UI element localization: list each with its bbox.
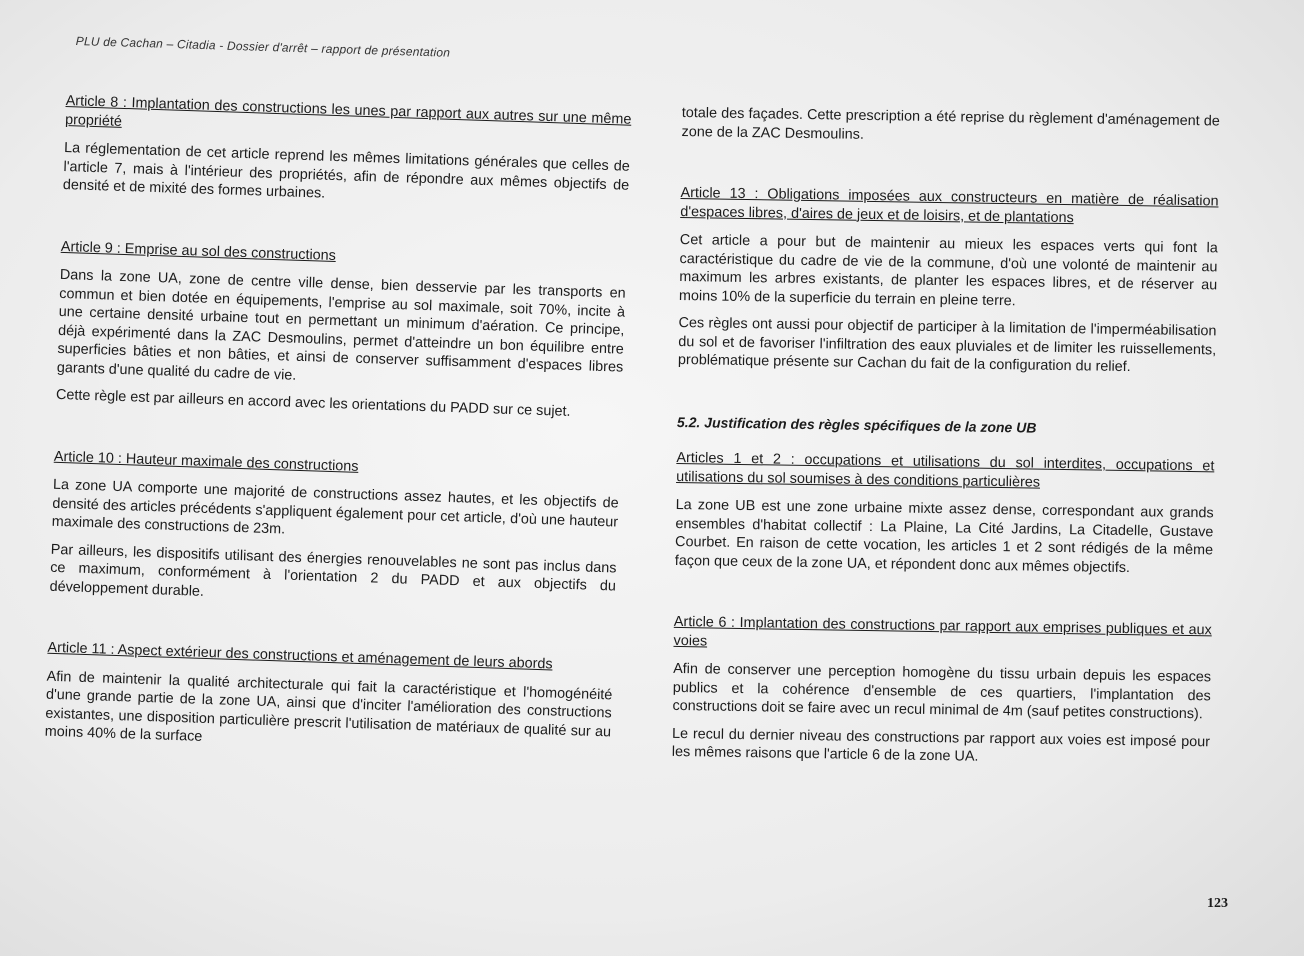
article-11-paragraph: Afin de maintenir la qualité architecturale qui fait la caractéristique et l'homogénéité d'une grande partie de la zone UA, ainsi que d'inciter l'amélioration des constructions existantes, une disposition particulière prescrit l'utilisation de matériaux de qualité sur au moins 40% de la surface [44,668,613,745]
article-6-paragraph-1: Afin de conserver une perception homogène du tissu urbain depuis les espaces publics et la cohérence d'ensemble de ces quartiers, l'implantation des constructions doit se faire avec un recul minimal de 4m (sauf petites constructions). [672,660,1212,723]
article-13-paragraph-1: Cet article a pour but de maintenir au mieux les espaces verts qui font la caractéristique du cadre de vie de la commune, d'où une volonté de maintenir au maximum les arbres existants, de planter les espaces libres, et de réserver au moins 10% de la superficie du terrain en pleine terre. [678,231,1218,309]
article-8-paragraph: La réglementation de cet article reprend les mêmes limitations générales que celles de l'article 7, mais à l'intérieur des propriétés, afin de répondre aux mêmes objectifs de densité et de mixité des formes urbaines. [62,139,631,202]
article-10-paragraph-1: La zone UA comporte une majorité de constructions assez hautes, et les objectifs de densité des articles précédents s'appliquent également pour cet article, d'où une hauteur maximale des constructions de 23m. [51,476,619,538]
article-6-heading: Article 6 : Implantation des constructions par rapport aux emprises publiques et aux voies [673,613,1212,649]
article-6-paragraph-2: Le recul du dernier niveau des constructions par rapport aux voies est imposé pour les mêmes raisons que l'article 6 de la zone UA. [671,725,1211,765]
right-column [672,104,1220,779]
page-number: 123 [1207,896,1228,911]
running-header: PLU de Cachan – Citadia - Dossier d'arrêt – rapport de présentation [75,34,451,60]
articles-1-2-heading: Articles 1 et 2 : occupations et utilisations du sol interdites, occupations et utilisations du sol soumises à des conditions particulières [676,449,1215,491]
article-10-paragraph-2: Par ailleurs, les dispositifs utilisant des énergies renouvelables ne sont pas inclus dans ce maximum, conformément à l'orientation 2 du PADD et aux objectifs du développement durable. [49,541,617,600]
article-10-heading: Article 10 : Hauteur maximale des constructions [53,448,359,475]
left-column [44,92,632,769]
articles-1-2-paragraph: La zone UB est une zone urbaine mixte assez dense, correspondant aux grands ensembles d'habitat collectif : La Plaine, La Cité Jardins, La Citadelle, Gustave Courbet. En raison de cette vocation, les articles 1 et 2 sont rédigés de la même façon que ceux de la zone UA, et répondent donc aux mêmes objectifs. [674,496,1214,576]
article-13-paragraph-2: Ces règles ont aussi pour objectif de participer à la limitation de l'imperméabilisation du sol et de favoriser l'infiltration des eaux pluviales et de limiter les ruissellements, problématique présente sur Cachan du fait de la configuration du relief. [677,314,1217,376]
article-9-paragraph-2: Cette règle est par ailleurs en accord avec les orientations du PADD sur ce sujet. [55,386,571,420]
section-title: 5.2. Justification des règles spécifiques de la zone UB [676,413,1037,436]
article-9-paragraph-1: Dans la zone UA, zone de centre ville dense, bien desservie par les transports en commun et bien dotée en équipements, l'emprise au sol maximale, soit 70%, incite à une certaine densité urbaine tout en permettant un minimum d'aération. Ce principe, déjà expérimenté dans la ZAC Desmoulins, permet d'atteindre un bon équilibre entre superficies bâties et non bâties, et ainsi de conserver suffisamment d'espaces libres garants d'une qualité du cadre de vie. [56,266,626,384]
article-9-heading: Article 9 : Emprise au sol des constructions [60,238,337,264]
continuation-paragraph: totale des façades. Cette prescription a été reprise du règlement d'aménagement de zone de la ZAC Desmoulins. [681,104,1220,143]
article-13-heading: Article 13 : Obligations imposées aux constructeurs en matière de réalisation d'espaces libres, d'aires de jeux et de loisirs, et de plantations [680,184,1219,226]
article-8-heading: Article 8 : Implantation des constructions les unes par rapport aux autres sur une même propriété [64,92,632,130]
article-11-heading: Article 11 : Aspect extérieur des constructions et aménagement de leurs abords [47,639,553,673]
